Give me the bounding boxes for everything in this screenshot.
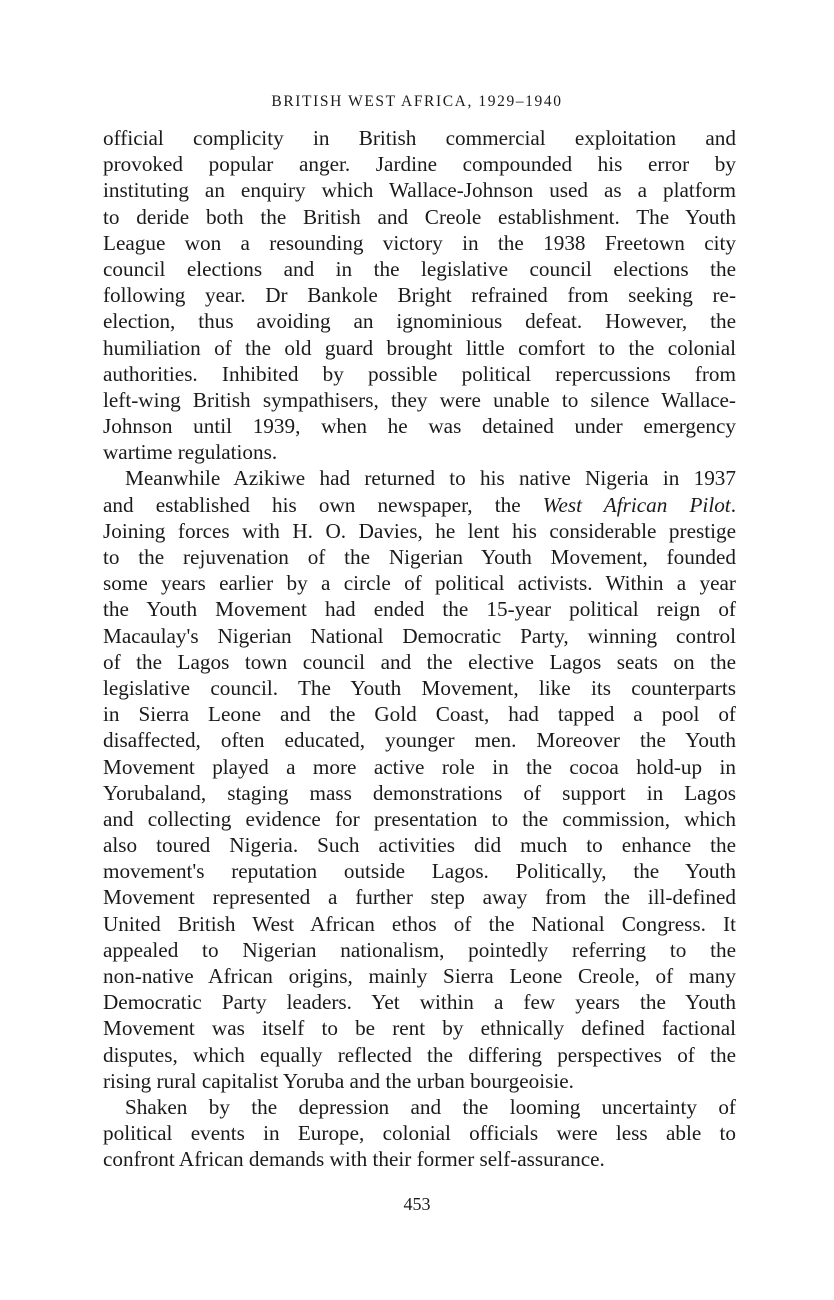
text-line: disaffected, often educated, younger men. Moreover the Youth: [103, 728, 736, 753]
text-line: humiliation of the old guard brought little comfort to the colonial: [103, 335, 736, 360]
text-line: election, thus avoiding an ignominious defeat. However, the: [103, 309, 736, 334]
text-line: the Youth Movement had ended the 15-year political reign of: [103, 597, 736, 622]
text-line: also toured Nigeria. Such activities did much to enhance the: [103, 833, 736, 858]
text-line: in Sierra Leone and the Gold Coast, had tapped a pool of: [103, 702, 736, 727]
text-line: provoked popular anger. Jardine compounded his error by: [103, 152, 736, 177]
text-line: League won a resounding victory in the 1938 Freetown city: [103, 230, 736, 255]
paragraph: [103, 465, 736, 1094]
text-line: some years earlier by a circle of political activists. Within a year: [103, 571, 736, 596]
text-line: Movement was itself to be rent by ethnically defined factional: [103, 1016, 736, 1041]
text-line: Yorubaland, staging mass demonstrations of support in Lagos: [103, 780, 736, 805]
text-line: Macaulay's Nigerian National Democratic Party, winning control: [103, 623, 736, 648]
text-line: disputes, which equally reflected the differing perspectives of the: [103, 1042, 736, 1067]
text-line: confront African demands with their former self-assurance.: [103, 1147, 605, 1172]
text-line: Democratic Party leaders. Yet within a few years the Youth: [103, 990, 736, 1015]
text-line: United British West African ethos of the National Congress. It: [103, 911, 736, 936]
text-line: and established his own newspaper, the West African Pilot.: [103, 492, 736, 517]
text-line: non-native African origins, mainly Sierra Leone Creole, of many: [103, 964, 736, 988]
text-line: official complicity in British commercial exploitation and: [103, 126, 736, 150]
italic-title: West African Pilot: [542, 492, 731, 517]
text-line: Movement represented a further step away from the ill-defined: [103, 885, 736, 910]
text-line: legislative council. The Youth Movement, like its counterparts: [103, 675, 736, 700]
text-line: authorities. Inhibited by possible political repercussions from: [103, 361, 736, 386]
text-line: to deride both the British and Creole establishment. The Youth: [103, 204, 736, 229]
text-line: council elections and in the legislative council elections the: [103, 256, 736, 281]
text-line: Shaken by the depression and the looming uncertainty of: [125, 1094, 736, 1119]
paragraph: [103, 125, 736, 465]
text-line: Joining forces with H. O. Davies, he lent his considerable prestige: [103, 518, 736, 543]
page-number: 453: [403, 1194, 431, 1214]
text-line: of the Lagos town council and the elective Lagos seats on the: [103, 649, 736, 674]
text-line: movement's reputation outside Lagos. Politically, the Youth: [103, 859, 736, 884]
text-line: following year. Dr Bankole Bright refrained from seeking re-: [103, 283, 736, 308]
text-line: appealed to Nigerian nationalism, pointedly referring to the: [103, 937, 736, 962]
text-line: and collecting evidence for presentation to the commission, which: [103, 806, 736, 831]
paragraph: [103, 1094, 736, 1173]
text-line: Movement played a more active role in the cocoa hold-up in: [103, 754, 736, 779]
text-line: instituting an enquiry which Wallace-Johnson used as a platform: [103, 178, 736, 203]
text-line: Johnson until 1939, when he was detained under emergency: [103, 414, 736, 439]
text-line: to the rejuvenation of the Nigerian Youth Movement, founded: [103, 545, 736, 569]
text-line: wartime regulations.: [103, 440, 278, 465]
body-text: [103, 125, 736, 1173]
text-line: rising rural capitalist Yoruba and the urban bourgeoisie.: [103, 1068, 574, 1093]
text-line: political events in Europe, colonial officials were less able to: [103, 1121, 736, 1146]
text-line: Meanwhile Azikiwe had returned to his native Nigeria in 1937: [125, 466, 736, 491]
text-line: left-wing British sympathisers, they were unable to silence Wallace-: [103, 387, 736, 412]
running-head: BRITISH WEST AFRICA, 1929–1940: [271, 93, 563, 110]
